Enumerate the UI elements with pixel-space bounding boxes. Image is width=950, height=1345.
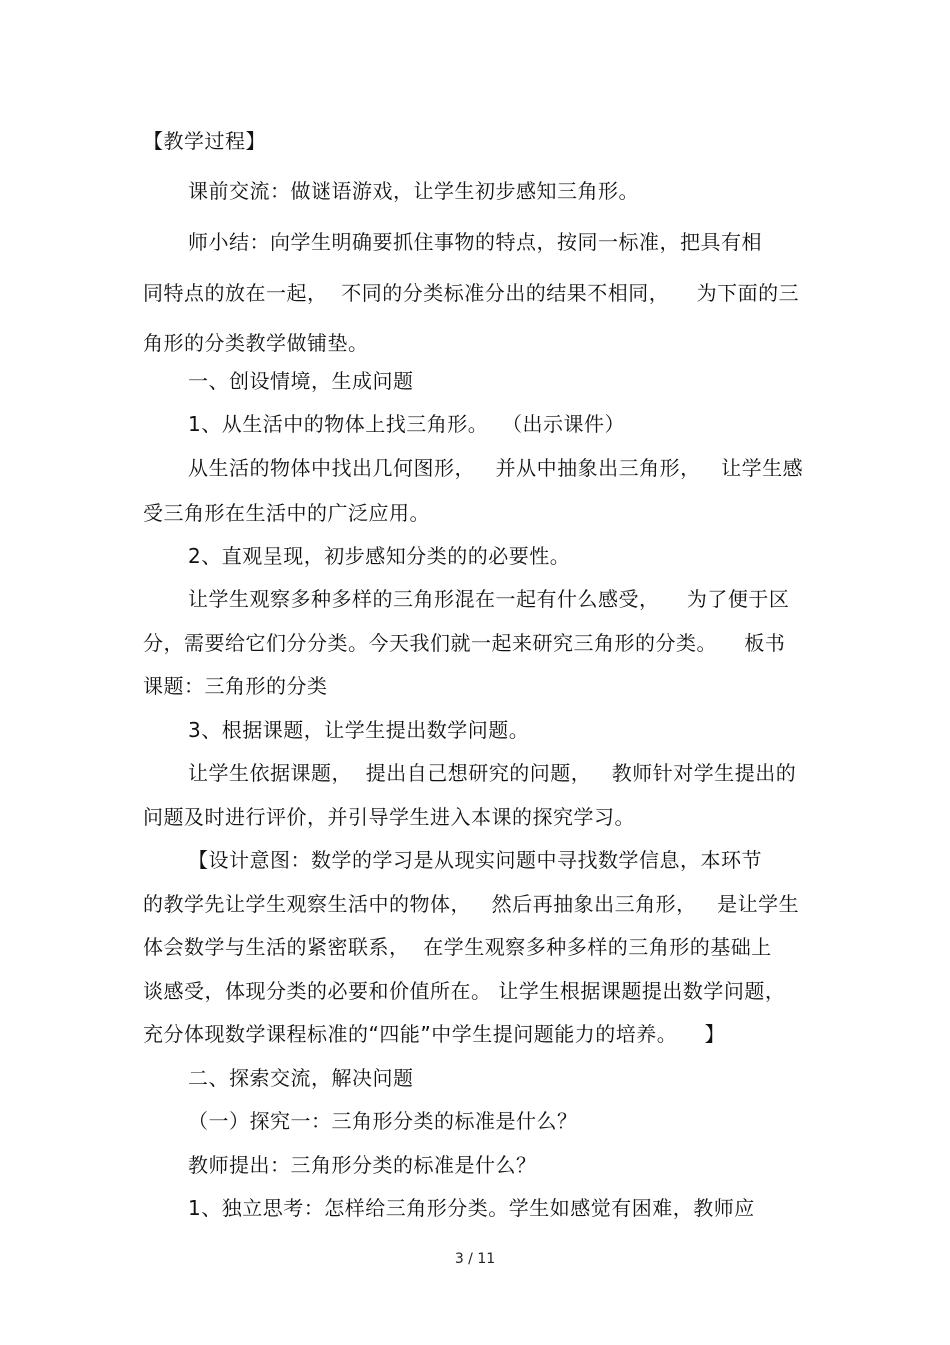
paragraph-line: 课前交流：做谜语游戏，让学生初步感知三角形。: [188, 179, 639, 203]
paragraph-line: 从生活的物体中找出几何图形， 并从中抽象出三角形， 让学生感: [188, 456, 804, 480]
section-heading: 【教学过程】: [143, 129, 266, 153]
section-heading: 一、创设情境，生成问题: [188, 369, 414, 393]
paragraph-line: 课题：三角形的分类: [143, 674, 328, 698]
design-intent-line: 充分体现数学课程标准的“四能”中学生提问题能力的培养。 】: [143, 1022, 726, 1046]
paragraph-line: 让学生依据课题， 提出自己想研究的问题， 教师针对学生提出的: [188, 761, 797, 785]
design-intent-line: 谈感受，体现分类的必要和价值所在。 让学生根据课题提出数学问题，: [143, 979, 786, 1003]
paragraph-line: 1、独立思考：怎样给三角形分类。学生如感觉有困难，教师应: [188, 1196, 755, 1220]
paragraph-line: 3、根据课题，让学生提出数学问题。: [188, 718, 530, 742]
paragraph-line: 分，需要给它们分分类。今天我们就一起来研究三角形的分类。 板书: [143, 631, 786, 655]
paragraph-line: 1、从生活中的物体上找三角形。 （出示课件）: [188, 412, 625, 436]
paragraph-line: （一）探究一：三角形分类的标准是什么？: [188, 1109, 578, 1133]
paragraph-line: 受三角形在生活中的广泛应用。: [143, 501, 430, 525]
paragraph-line: 让学生观察多种多样的三角形混在一起有什么感受， 为了便于区: [188, 587, 790, 611]
design-intent-line: 【设计意图：数学的学习是从现实问题中寻找数学信息，本环节: [188, 848, 762, 872]
paragraph-line: 角形的分类教学做铺垫。: [143, 331, 369, 355]
paragraph-line: 教师提出：三角形分类的标准是什么？: [188, 1153, 537, 1177]
page-indicator: 3 / 11: [454, 1251, 496, 1267]
section-heading: 二、探索交流，解决问题: [188, 1066, 414, 1090]
paragraph-line: 2、直观呈现，初步感知分类的的必要性。: [188, 544, 571, 568]
paragraph-line: 师小结：向学生明确要抓住事物的特点，按同一标准，把具有相: [188, 230, 762, 254]
design-intent-line: 体会数学与生活的紧密联系， 在学生观察多种多样的三角形的基础上: [143, 935, 772, 959]
paragraph-line: 同特点的放在一起， 不同的分类标准分出的结果不相同， 为下面的三: [143, 281, 800, 305]
paragraph-line: 问题及时进行评价，并引导学生进入本课的探究学习。: [143, 805, 635, 829]
design-intent-line: 的教学先让学生观察生活中的物体， 然后再抽象出三角形， 是让学生: [143, 892, 800, 916]
